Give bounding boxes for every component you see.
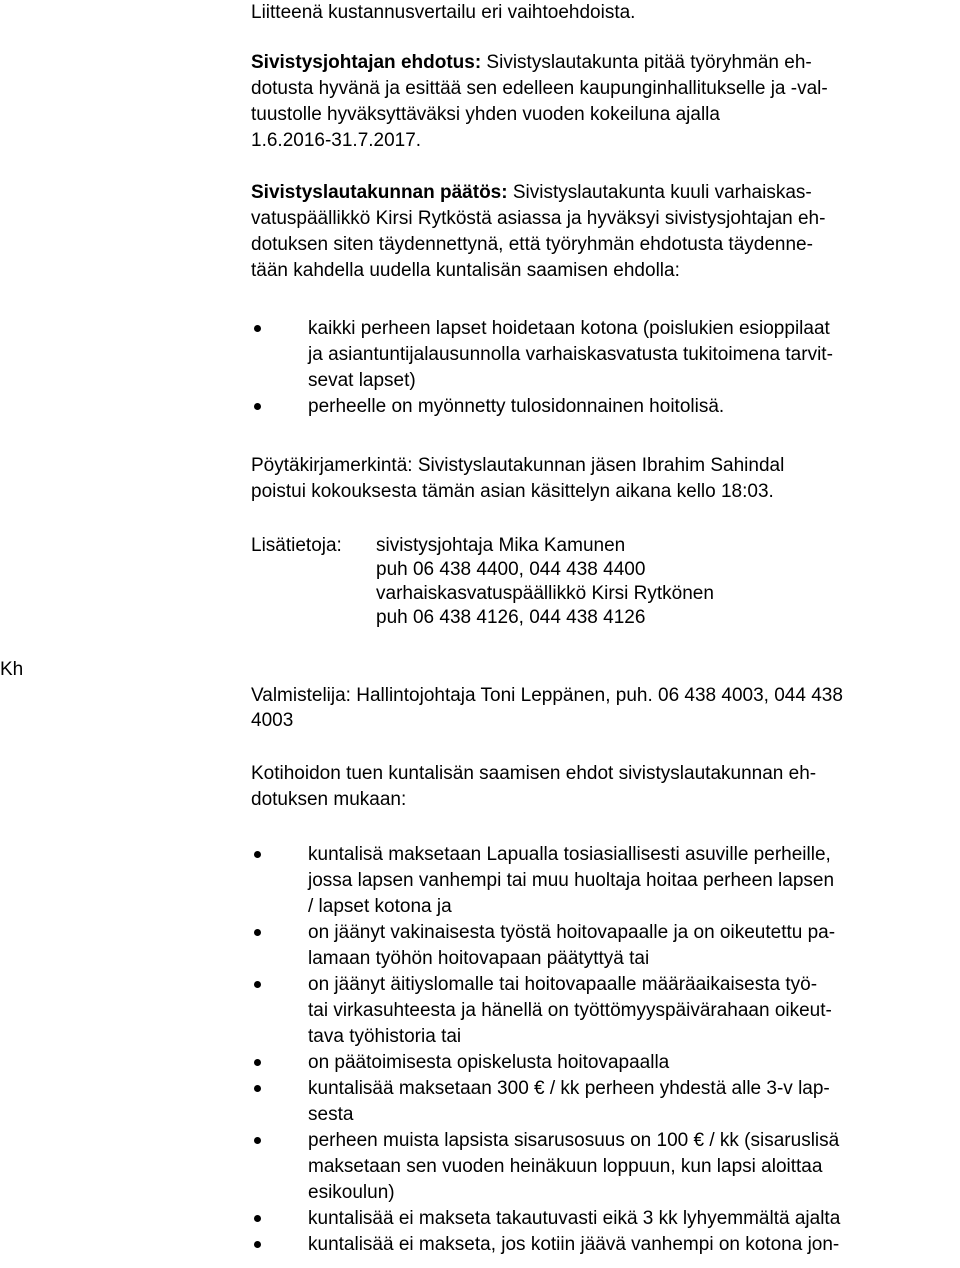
bullet-icon (254, 1059, 261, 1066)
bullet-icon (254, 403, 261, 410)
proposal-text: Sivistyslautakunta pitää työryhmän eh- (481, 52, 812, 73)
proposal-line-1 (251, 50, 812, 76)
preparer-line-1: Valmistelija: Hallintojohtaja Toni Leppänen, puh. 06 438 4003, 044 438 (251, 685, 843, 706)
condition-5-line-1: kuntalisää maksetaan 300 € / kk perheen yhdestä alle 3-v lap- (308, 1078, 830, 1099)
condition-4-line-1: on päätoimisesta opiskelusta hoitovapaalla (308, 1052, 670, 1073)
decision-bullet-2-line-1: perheelle on myönnetty tulosidonnainen hoitolisä. (308, 396, 725, 417)
condition-2-line-1: on jäänyt vakinaisesta työstä hoitovapaalle ja on oikeutettu pa- (308, 922, 836, 943)
condition-3-line-1: on jäänyt äitiyslomalle tai hoitovapaalle määräaikaisesta työ- (308, 974, 818, 995)
proposal-line-2: dotusta hyvänä ja esittää sen edelleen kaupunginhallitukselle ja -val- (251, 78, 828, 99)
decision-line-2: vatuspäällikkö Kirsi Rytköstä asiassa ja hyväksyi sivistysjohtajan eh- (251, 208, 826, 229)
condition-8-line-1: kuntalisää ei makseta, jos kotiin jäävä vanhempi on kotona jon- (308, 1234, 840, 1255)
conditions-heading-line-1: Kotihoidon tuen kuntalisän saamisen ehdot sivistyslautakunnan eh- (251, 763, 817, 784)
info-label: Lisätietoja: (251, 535, 342, 556)
condition-5-line-2: sesta (308, 1104, 354, 1125)
intro-text: Liitteenä kustannusvertailu eri vaihtoehdoista. (251, 2, 636, 23)
condition-3-line-3: tava työhistoria tai (308, 1026, 462, 1047)
bullet-icon (254, 1085, 261, 1092)
bullet-icon (254, 325, 261, 332)
condition-7-line-1: kuntalisää ei makseta takautuvasti eikä 3 kk lyhyemmältä ajalta (308, 1208, 841, 1229)
bullet-icon (254, 981, 261, 988)
margin-note: Kh (0, 659, 24, 680)
condition-6-line-1: perheen muista lapsista sisarusosuus on 100 € / kk (sisaruslisä (308, 1130, 840, 1151)
decision-bullet-1-line-3: sevat lapset) (308, 370, 416, 391)
decision-line-4: tään kahdella uudella kuntalisän saamisen ehdolla: (251, 260, 680, 281)
decision-bullet-1-line-1: kaikki perheen lapset hoidetaan kotona (poislukien esioppilaat (308, 318, 830, 339)
proposal-line-3: tuustolle hyväksyttäväksi yhden vuoden kokeiluna ajalla (251, 104, 720, 125)
conditions-heading-line-2: dotuksen mukaan: (251, 789, 407, 810)
condition-6-line-3: esikoulun) (308, 1182, 395, 1203)
info-line-3: varhaiskasvatuspäällikkö Kirsi Rytkönen (376, 583, 714, 604)
proposal-label: Sivistysjohtajan ehdotus: (251, 52, 482, 73)
decision-line-1 (251, 180, 812, 206)
bullet-icon (254, 851, 261, 858)
preparer-line-2: 4003 (251, 710, 294, 731)
info-line-4: puh 06 438 4126, 044 438 4126 (376, 607, 646, 628)
condition-1-line-3: / lapset kotona ja (308, 896, 452, 917)
minutes-note-line-1: Pöytäkirjamerkintä: Sivistyslautakunnan jäsen Ibrahim Sahindal (251, 455, 785, 476)
condition-1-line-1: kuntalisä maksetaan Lapualla tosiasiallisesti asuville perheille, (308, 844, 831, 865)
bullet-icon (254, 1241, 261, 1248)
decision-label: Sivistyslautakunnan päätös: (251, 182, 508, 203)
bullet-icon (254, 1137, 261, 1144)
decision-bullet-1-line-2: ja asiantuntijalausunnolla varhaiskasvatusta tukitoimena tarvit- (308, 344, 833, 365)
info-line-2: puh 06 438 4400, 044 438 4400 (376, 559, 646, 580)
condition-6-line-2: maksetaan sen vuoden heinäkuun loppuun, kun lapsi aloittaa (308, 1156, 823, 1177)
condition-3-line-2: tai virkasuhteesta ja hänellä on työttömyyspäivärahaan oikeut- (308, 1000, 832, 1021)
decision-text: Sivistyslautakunta kuuli varhaiskas- (507, 182, 812, 203)
condition-2-line-2: lamaan työhön hoitovapaan päätyttyä tai (308, 948, 650, 969)
decision-line-3: dotuksen siten täydennettynä, että työryhmän ehdotusta täydenne- (251, 234, 813, 255)
bullet-icon (254, 929, 261, 936)
minutes-note-line-2: poistui kokouksesta tämän asian käsittelyn aikana kello 18:03. (251, 481, 774, 502)
info-line-1: sivistysjohtaja Mika Kamunen (376, 535, 626, 556)
proposal-line-4: 1.6.2016-31.7.2017. (251, 130, 422, 151)
condition-1-line-2: jossa lapsen vanhempi tai muu huoltaja hoitaa perheen lapsen (308, 870, 835, 891)
bullet-icon (254, 1215, 261, 1222)
